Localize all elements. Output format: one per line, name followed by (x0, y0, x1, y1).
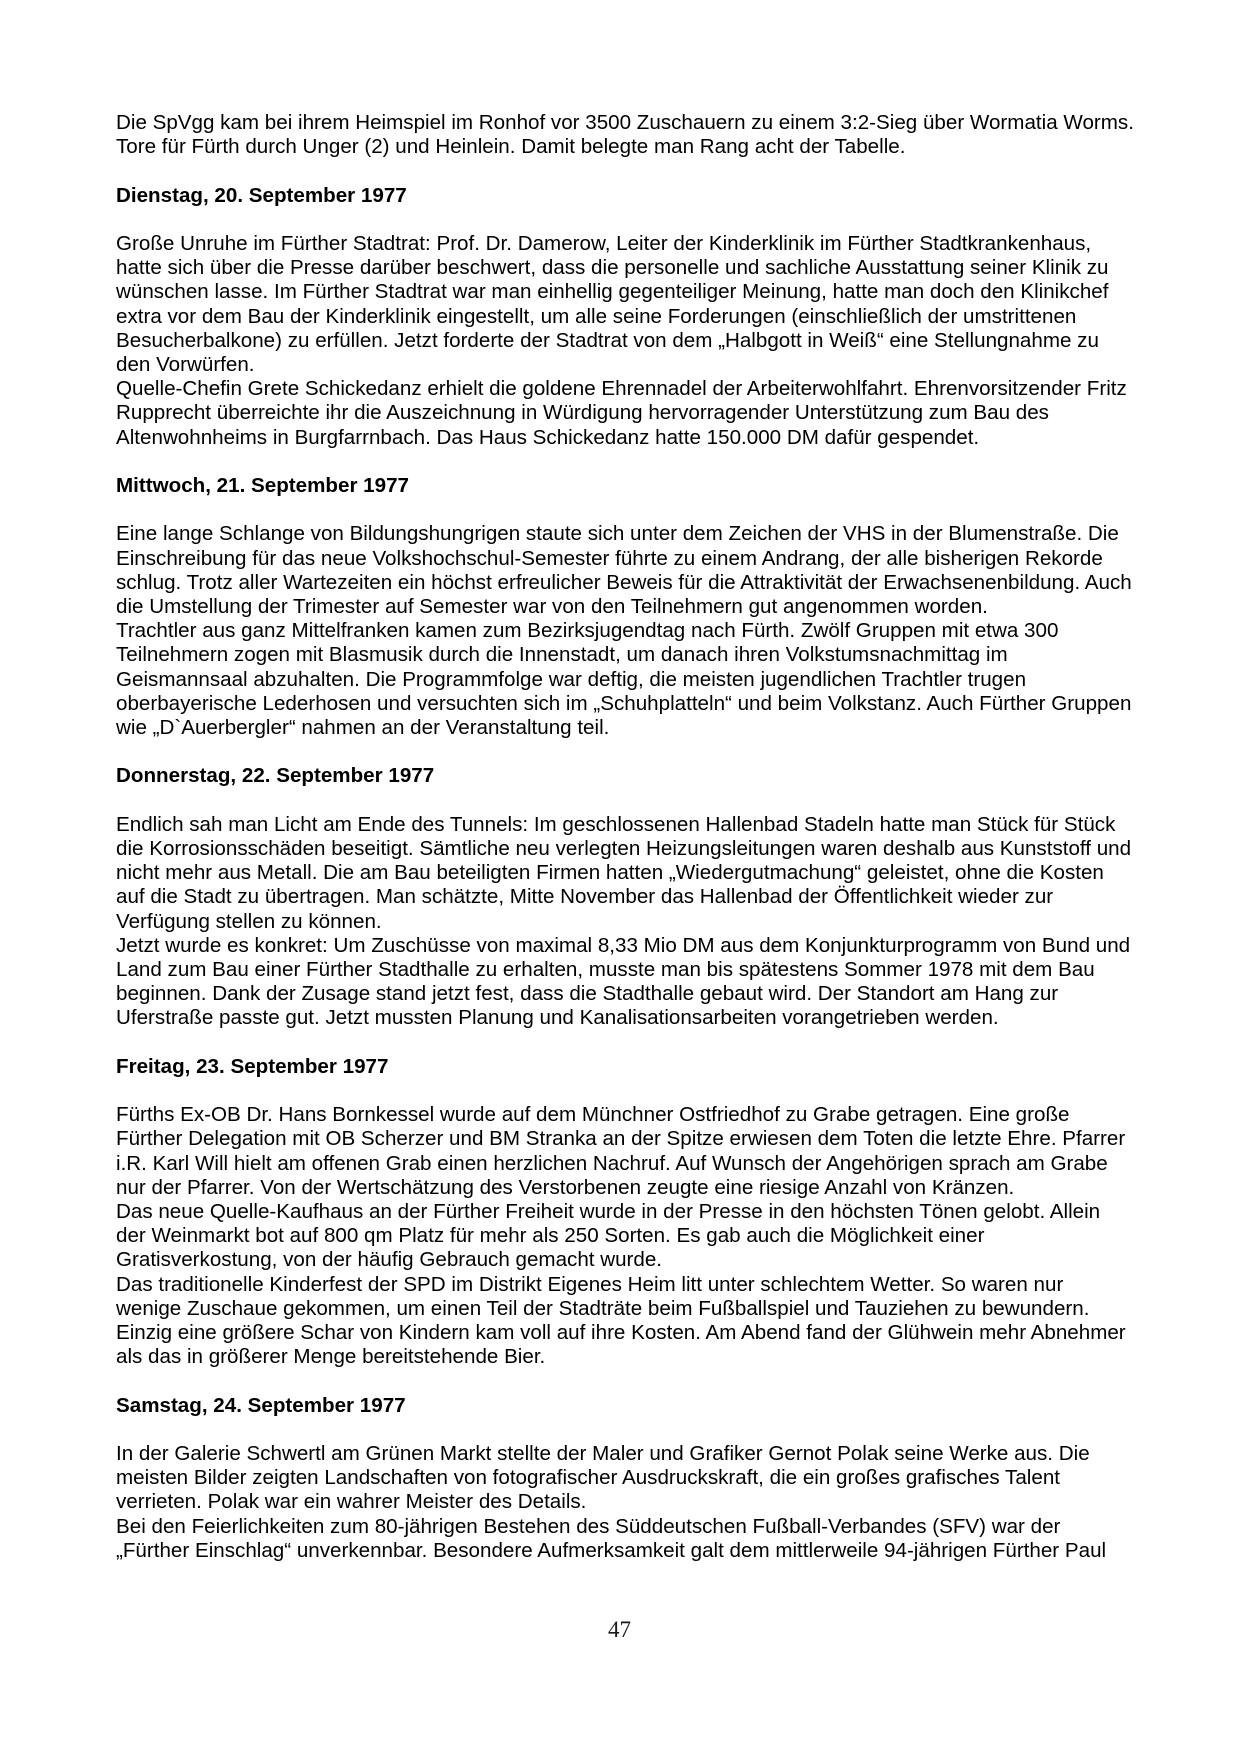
paragraph-1-0: Eine lange Schlange von Bildungshungrigen staute sich unter dem Zeichen der VHS in der Blumenstraße. Die Einschreibung für das neue Volkshochschul-Semester führte zu einem Andrang, der alle bisherigen Rekorde schlug. Trotz aller Wartezeiten ein höchst erfreulicher Beweis für die Attraktivität der Erwachsenenbildung. Auch die Umstellung der Trimester auf Semester war von den Teilnehmern gut angenommen worden. (116, 522, 1132, 618)
paragraph-0-1: Quelle-Chefin Grete Schickedanz erhielt die goldene Ehrennadel der Arbeiterwohlfahrt. Ehrenvorsitzender Fritz Rupprecht überreichte ihr die Auszeichnung in Würdigung hervorragender Unterstützung zum Bau des Altenwohnheims in Burgfarrnbach. Das Haus Schickedanz hatte 150.000 DM dafür gespendet. (116, 377, 1127, 449)
paragraph-4-1: Bei den Feierlichkeiten zum 80-jährigen Bestehen des Süddeutschen Fußball-Verbandes (SFV) war der „Fürther Einschlag“ unverkennbar. Besondere Aufmerksamkeit galt dem mittlerweile 94-jährigen Fürther Paul (116, 1514, 1107, 1562)
date-heading: Samstag, 24. September 1977 (116, 1393, 406, 1417)
date-heading: Mittwoch, 21. September 1977 (116, 474, 409, 497)
paragraph-4-0: In der Galerie Schwertl am Grünen Markt stellte der Maler und Grafiker Gernot Polak seine Werke aus. Die meisten Bilder zeigten Landschaften von fotografischer Ausdruckskraft, die ein großes grafisches Talent verrieten. Polak war ein wahrer Meister des Details. (116, 1442, 1090, 1514)
paragraph-3-0: Fürths Ex-OB Dr. Hans Bornkessel wurde auf dem Münchner Ostfriedhof zu Grabe getragen. Eine große Fürther Delegation mit OB Scherzer und BM Stranka an der Spitze erwiesen dem Toten die letzte Ehre. Pfarrer i.R. Karl Will hielt am offenen Grab einen herzlichen Nachruf. Auf Wunsch der Angehörigen sprach am Grabe nur der Pfarrer. Von der Wertschätzung des Verstorbenen zeugte eine riesige Anzahl von Kränzen. (116, 1103, 1126, 1199)
date-heading: Dienstag, 20. September 1977 (116, 183, 407, 207)
paragraph-1-1: Trachtler aus ganz Mittelfranken kamen zum Bezirksjugendtag nach Fürth. Zwölf Gruppen mit etwa 300 Teilnehmern zogen mit Blasmusik durch die Innenstadt, um danach ihren Volkstumsnachmittag im Geismannsaal abzuhalten. Die Programmfolge war deftig, die meisten jugendlichen Trachtler trugen oberbayerische Lederhosen und versuchten sich im „Schuhplatteln“ und beim Volkstanz. Auch Fürther Gruppen wie „D`Auerbergler“ nahmen an der Veranstaltung teil. (116, 619, 1132, 740)
paragraph-2-0: Endlich sah man Licht am Ende des Tunnels: Im geschlossenen Hallenbad Stadeln hatte man Stück für Stück die Korrosionsschäden beseitigt. Sämtliche neu verlegten Heizungsleitungen waren deshalb aus Kunststoff und nicht mehr aus Metall. Die am Bau beteiligten Firmen hatten „Wiedergutmachung“ geleistet, ohne die Kosten auf die Stadt zu übertragen. Man schätzte, Mitte November das Hallenbad der Öffentlichkeit wieder zur Verfügung stellen zu können. (116, 812, 1132, 933)
paragraph-2-1: Jetzt wurde es konkret: Um Zuschüsse von maximal 8,33 Mio DM aus dem Konjunkturprogramm von Bund und Land zum Bau einer Fürther Stadthalle zu erhalten, musste man bis spätestens Sommer 1978 mit dem Bau beginnen. Dank der Zusage stand jetzt fest, dass die Stadthalle gebaut wird. Der Standort am Hang zur Uferstraße passte gut. Jetzt mussten Planung und Kanalisationsarbeiten vorangetrieben werden. (116, 933, 1131, 1030)
paragraph-intro-0: Die SpVgg kam bei ihrem Heimspiel im Ronhof vor 3500 Zuschauern zu einem 3:2-Sieg über Wormatia Worms. Tore für Fürth durch Unger (2) und Heinlein. Damit belegte man Rang acht der Tabelle. (116, 111, 1134, 159)
paragraph-3-1: Das neue Quelle-Kaufhaus an der Fürther Freiheit wurde in der Presse in den höchsten Tönen gelobt. Allein der Weinmarkt bot auf 800 qm Platz für mehr als 250 Sorten. Es gab auch die Möglichkeit einer Gratisverkostung, von der häufig Gebrauch gemacht wurde. (116, 1200, 1101, 1272)
date-heading: Freitag, 23. September 1977 (116, 1054, 389, 1078)
date-heading: Donnerstag, 22. September 1977 (116, 764, 435, 788)
paragraph-0-0: Große Unruhe im Fürther Stadtrat: Prof. Dr. Damerow, Leiter der Kinderklinik im Fürther Stadtkrankenhaus, hatte sich über die Presse darüber beschwert, dass die personelle und sachliche Ausstattung seiner Klinik zu wünschen lasse. Im Fürther Stadtrat war man einhellig gegenteiliger Meinung, hatte man doch den Klinikchef extra vor dem Bau der Kinderklinik eingestellt, um alle seine Forderungen (einschließlich der umstrittenen Besucherbalkone) zu erfüllen. Jetzt forderte der Stadtrat von dem „Halbgott in Weiß“ eine Stellungnahme zu den Vorwürfen. (116, 231, 1109, 376)
paragraph-3-2: Das traditionelle Kinderfest der SPD im Distrikt Eigenes Heim litt unter schlechtem Wetter. So waren nur wenige Zuschaue gekommen, um einen Teil der Stadträte beim Fußballspiel und Tauziehen zu bewundern. Einzig eine größere Schar von Kindern kam voll auf ihre Kosten. Am Abend fand der Glühwein mehr Abnehmer als das in größerer Menge bereitstehende Bier. (116, 1272, 1126, 1369)
document-body (116, 111, 1134, 1563)
page-number: 47 (608, 1617, 631, 1642)
